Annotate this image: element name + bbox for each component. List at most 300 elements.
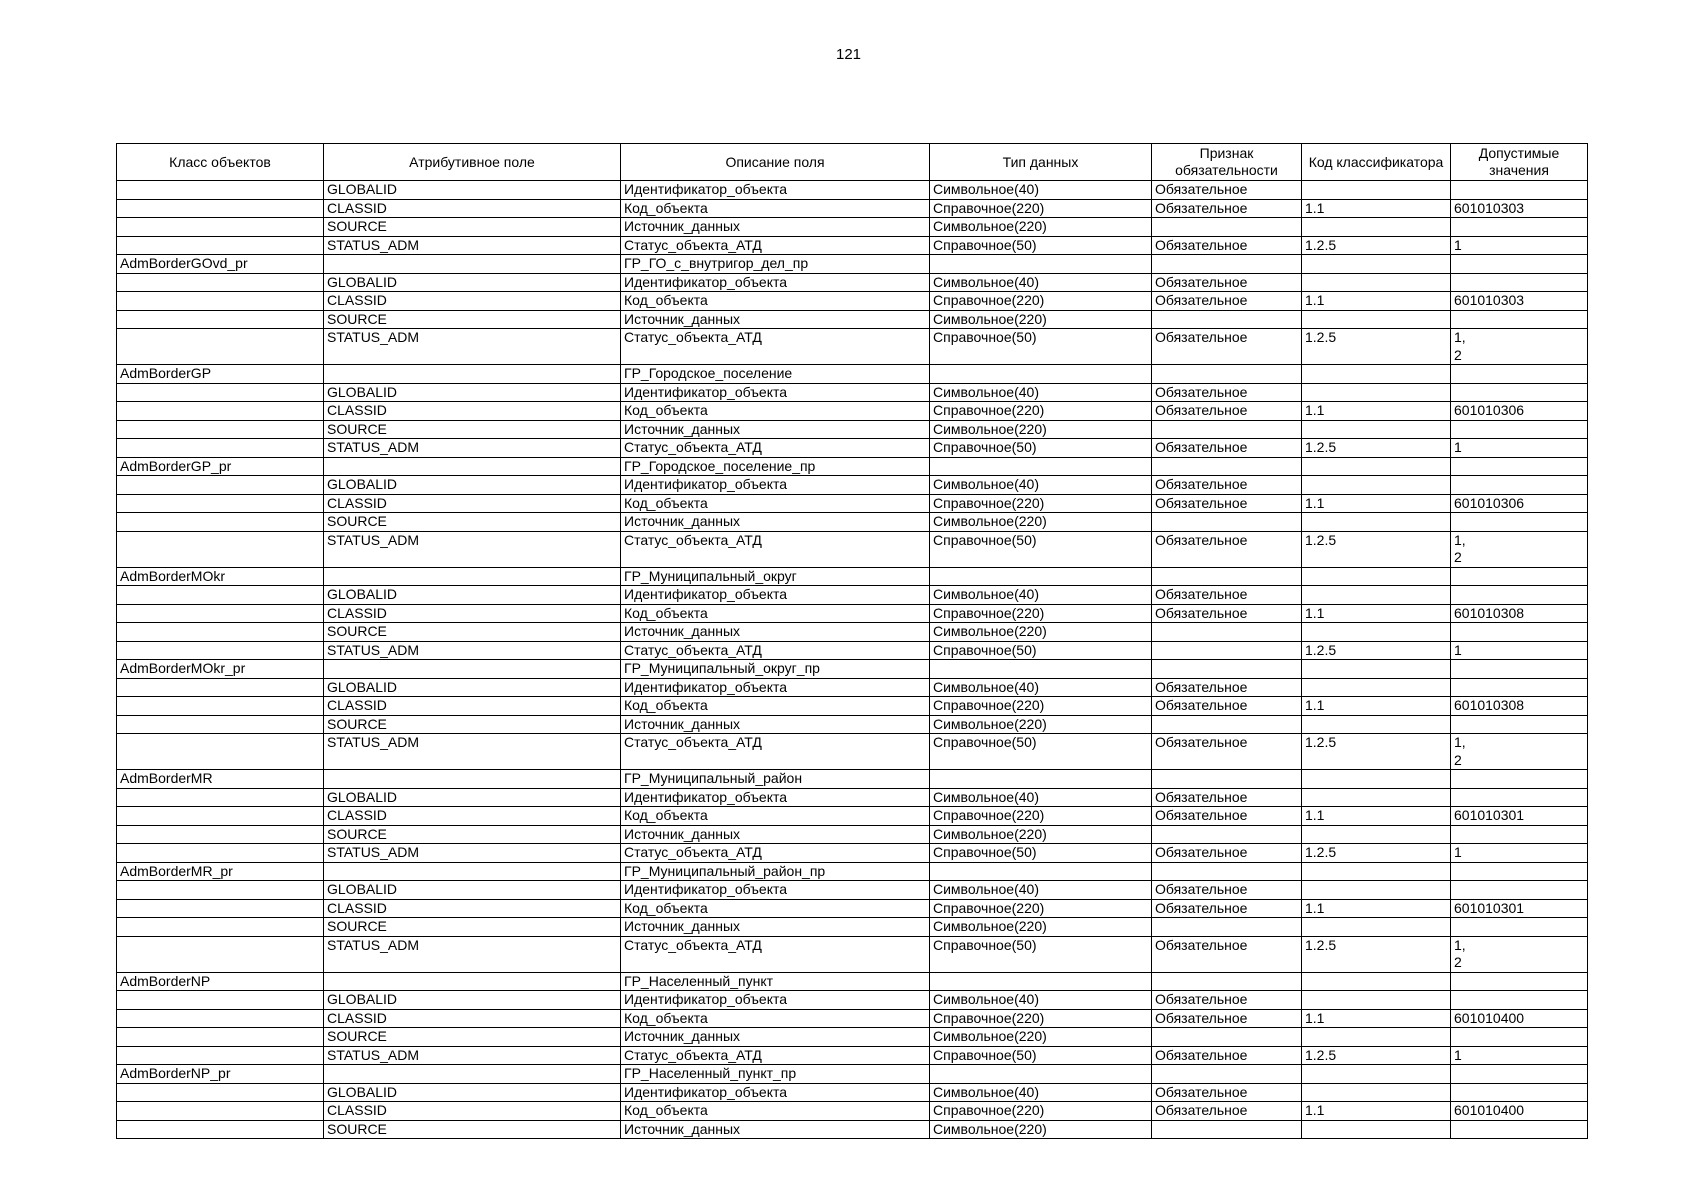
attribute-field-cell: CLASSID xyxy=(324,807,621,826)
data-type-cell: Справочное(220) xyxy=(930,494,1152,513)
table-row xyxy=(117,365,1588,384)
object-class-cell xyxy=(117,844,324,863)
object-class-cell xyxy=(117,1102,324,1121)
attribute-field-cell: STATUS_ADM xyxy=(324,329,621,365)
attribute-field-cell: CLASSID xyxy=(324,199,621,218)
header-field-description: Описание поля xyxy=(621,144,930,181)
allowed-values-cell xyxy=(1451,1120,1588,1139)
data-type-cell: Символьное(220) xyxy=(930,1120,1152,1139)
classifier-code-cell xyxy=(1302,181,1451,200)
classifier-code-cell: 1.2.5 xyxy=(1302,439,1451,458)
mandatory-flag-cell xyxy=(1152,365,1302,384)
table-row xyxy=(117,862,1588,881)
object-class-cell xyxy=(117,420,324,439)
field-description-cell: Источник_данных xyxy=(621,310,930,329)
classifier-code-cell: 1.1 xyxy=(1302,402,1451,421)
object-class-cell: AdmBorderGOvd_pr xyxy=(117,255,324,274)
allowed-values-cell xyxy=(1451,862,1588,881)
mandatory-flag-cell xyxy=(1152,972,1302,991)
allowed-values-cell xyxy=(1451,788,1588,807)
allowed-values-cell xyxy=(1451,1065,1588,1084)
attribute-field-cell: SOURCE xyxy=(324,1120,621,1139)
object-class-cell xyxy=(117,623,324,642)
field-description-cell: Статус_объекта_АТД xyxy=(621,439,930,458)
allowed-values-cell: 601010400 xyxy=(1451,1102,1588,1121)
object-class-cell xyxy=(117,1009,324,1028)
allowed-values-cell xyxy=(1451,991,1588,1010)
object-class-cell xyxy=(117,1120,324,1139)
field-description-cell: Идентификатор_объекта xyxy=(621,476,930,495)
allowed-values-cell: 1, 2 xyxy=(1451,936,1588,972)
classifier-code-cell xyxy=(1302,1083,1451,1102)
classifier-code-cell xyxy=(1302,715,1451,734)
mandatory-flag-cell: Обязательное xyxy=(1152,531,1302,567)
data-type-cell: Символьное(40) xyxy=(930,678,1152,697)
classifier-code-cell xyxy=(1302,1065,1451,1084)
table-row xyxy=(117,383,1588,402)
allowed-values-cell xyxy=(1451,365,1588,384)
data-type-cell: Справочное(50) xyxy=(930,844,1152,863)
table-row xyxy=(117,1102,1588,1121)
mandatory-flag-cell: Обязательное xyxy=(1152,1009,1302,1028)
field-description-cell: ГР_Городское_поселение_пр xyxy=(621,457,930,476)
field-description-cell: Код_объекта xyxy=(621,604,930,623)
data-type-cell: Символьное(40) xyxy=(930,881,1152,900)
classifier-code-cell xyxy=(1302,1120,1451,1139)
data-type-cell: Символьное(220) xyxy=(930,513,1152,532)
allowed-values-cell: 1 xyxy=(1451,439,1588,458)
classifier-code-cell xyxy=(1302,825,1451,844)
attribute-field-cell xyxy=(324,972,621,991)
classifier-code-cell: 1.2.5 xyxy=(1302,641,1451,660)
allowed-values-cell xyxy=(1451,715,1588,734)
allowed-values-cell xyxy=(1451,770,1588,789)
data-type-cell xyxy=(930,770,1152,789)
table-row xyxy=(117,236,1588,255)
data-type-cell xyxy=(930,862,1152,881)
classifier-code-cell xyxy=(1302,218,1451,237)
data-type-cell: Символьное(220) xyxy=(930,218,1152,237)
data-type-cell xyxy=(930,255,1152,274)
table-row xyxy=(117,218,1588,237)
field-description-cell: Статус_объекта_АТД xyxy=(621,734,930,770)
allowed-values-cell xyxy=(1451,881,1588,900)
mandatory-flag-cell xyxy=(1152,457,1302,476)
allowed-values-cell xyxy=(1451,1083,1588,1102)
attribute-field-cell: GLOBALID xyxy=(324,476,621,495)
mandatory-flag-cell xyxy=(1152,513,1302,532)
attribute-field-cell: GLOBALID xyxy=(324,1083,621,1102)
data-type-cell: Справочное(50) xyxy=(930,734,1152,770)
object-class-cell xyxy=(117,329,324,365)
mandatory-flag-cell: Обязательное xyxy=(1152,881,1302,900)
mandatory-flag-cell: Обязательное xyxy=(1152,734,1302,770)
data-type-cell: Символьное(220) xyxy=(930,310,1152,329)
classifier-code-cell xyxy=(1302,1028,1451,1047)
object-class-cell xyxy=(117,881,324,900)
classifier-code-cell xyxy=(1302,457,1451,476)
classifier-code-cell: 1.1 xyxy=(1302,899,1451,918)
allowed-values-cell xyxy=(1451,181,1588,200)
data-type-cell: Справочное(50) xyxy=(930,439,1152,458)
attribute-field-cell: SOURCE xyxy=(324,623,621,642)
object-class-cell xyxy=(117,788,324,807)
mandatory-flag-cell: Обязательное xyxy=(1152,236,1302,255)
field-description-cell: ГР_Городское_поселение xyxy=(621,365,930,384)
mandatory-flag-cell: Обязательное xyxy=(1152,329,1302,365)
object-class-cell xyxy=(117,292,324,311)
field-description-cell: Источник_данных xyxy=(621,218,930,237)
object-class-cell xyxy=(117,697,324,716)
data-type-cell: Символьное(40) xyxy=(930,991,1152,1010)
field-description-cell: ГР_Населенный_пункт_пр xyxy=(621,1065,930,1084)
field-description-cell: Источник_данных xyxy=(621,715,930,734)
allowed-values-cell: 601010306 xyxy=(1451,402,1588,421)
table-row xyxy=(117,660,1588,679)
field-description-cell: Код_объекта xyxy=(621,1102,930,1121)
data-type-cell: Справочное(50) xyxy=(930,329,1152,365)
object-class-cell: AdmBorderGP xyxy=(117,365,324,384)
table-row xyxy=(117,918,1588,937)
object-class-cell xyxy=(117,807,324,826)
attribute-field-cell: CLASSID xyxy=(324,697,621,716)
table-row xyxy=(117,697,1588,716)
attribute-field-cell xyxy=(324,457,621,476)
data-type-cell: Справочное(220) xyxy=(930,807,1152,826)
table-row xyxy=(117,825,1588,844)
allowed-values-cell xyxy=(1451,310,1588,329)
data-type-cell: Справочное(220) xyxy=(930,199,1152,218)
classifier-code-cell: 1.2.5 xyxy=(1302,531,1451,567)
field-description-cell: Источник_данных xyxy=(621,1028,930,1047)
data-type-cell xyxy=(930,457,1152,476)
mandatory-flag-cell: Обязательное xyxy=(1152,844,1302,863)
object-class-cell xyxy=(117,218,324,237)
classifier-code-cell: 1.1 xyxy=(1302,604,1451,623)
mandatory-flag-cell: Обязательное xyxy=(1152,476,1302,495)
allowed-values-cell xyxy=(1451,918,1588,937)
mandatory-flag-cell: Обязательное xyxy=(1152,494,1302,513)
object-class-cell xyxy=(117,1083,324,1102)
field-description-cell: Статус_объекта_АТД xyxy=(621,844,930,863)
mandatory-flag-cell xyxy=(1152,660,1302,679)
table-row xyxy=(117,494,1588,513)
allowed-values-cell xyxy=(1451,825,1588,844)
field-description-cell: ГР_Муниципальный_округ_пр xyxy=(621,660,930,679)
object-class-cell xyxy=(117,199,324,218)
header-classifier-code: Код классификатора xyxy=(1302,144,1451,181)
field-description-cell: Источник_данных xyxy=(621,1120,930,1139)
table-row xyxy=(117,329,1588,365)
object-class-cell: AdmBorderMOkr_pr xyxy=(117,660,324,679)
field-description-cell: Идентификатор_объекта xyxy=(621,1083,930,1102)
mandatory-flag-cell: Обязательное xyxy=(1152,788,1302,807)
header-mandatory-flag: Признак обязательности xyxy=(1152,144,1302,181)
attribute-field-cell: SOURCE xyxy=(324,218,621,237)
attribute-field-cell: CLASSID xyxy=(324,1009,621,1028)
attribute-field-cell: CLASSID xyxy=(324,292,621,311)
attribute-field-cell: STATUS_ADM xyxy=(324,844,621,863)
classifier-code-cell: 1.2.5 xyxy=(1302,1046,1451,1065)
allowed-values-cell xyxy=(1451,420,1588,439)
allowed-values-cell: 1 xyxy=(1451,844,1588,863)
data-type-cell: Символьное(220) xyxy=(930,420,1152,439)
classifier-code-cell xyxy=(1302,862,1451,881)
data-type-cell: Символьное(40) xyxy=(930,476,1152,495)
table-row xyxy=(117,310,1588,329)
attribute-field-cell: SOURCE xyxy=(324,715,621,734)
attribute-field-cell: GLOBALID xyxy=(324,273,621,292)
object-class-cell xyxy=(117,1046,324,1065)
data-type-cell: Справочное(220) xyxy=(930,402,1152,421)
attribute-field-cell: SOURCE xyxy=(324,918,621,937)
table-row xyxy=(117,181,1588,200)
field-description-cell: Идентификатор_объекта xyxy=(621,181,930,200)
table-row xyxy=(117,623,1588,642)
object-class-cell: AdmBorderNP xyxy=(117,972,324,991)
data-type-cell: Символьное(40) xyxy=(930,273,1152,292)
classifier-code-cell xyxy=(1302,881,1451,900)
object-class-cell xyxy=(117,715,324,734)
attribute-field-cell: SOURCE xyxy=(324,825,621,844)
allowed-values-cell xyxy=(1451,567,1588,586)
mandatory-flag-cell: Обязательное xyxy=(1152,383,1302,402)
table-row xyxy=(117,881,1588,900)
object-class-cell xyxy=(117,513,324,532)
attribute-field-cell: GLOBALID xyxy=(324,881,621,900)
mandatory-flag-cell: Обязательное xyxy=(1152,402,1302,421)
data-type-cell: Справочное(220) xyxy=(930,697,1152,716)
data-type-cell: Символьное(40) xyxy=(930,383,1152,402)
attribute-field-cell: SOURCE xyxy=(324,1028,621,1047)
table-row xyxy=(117,567,1588,586)
field-description-cell: ГР_Муниципальный_район xyxy=(621,770,930,789)
mandatory-flag-cell: Обязательное xyxy=(1152,586,1302,605)
attribute-field-cell: CLASSID xyxy=(324,604,621,623)
attribute-field-cell: STATUS_ADM xyxy=(324,236,621,255)
mandatory-flag-cell: Обязательное xyxy=(1152,604,1302,623)
classifier-code-cell xyxy=(1302,660,1451,679)
field-description-cell: Код_объекта xyxy=(621,899,930,918)
table-row xyxy=(117,531,1588,567)
table-row xyxy=(117,715,1588,734)
data-type-cell: Символьное(220) xyxy=(930,1028,1152,1047)
object-class-cell xyxy=(117,476,324,495)
object-class-cell xyxy=(117,310,324,329)
allowed-values-cell: 601010301 xyxy=(1451,899,1588,918)
field-description-cell: Статус_объекта_АТД xyxy=(621,641,930,660)
table-row xyxy=(117,199,1588,218)
mandatory-flag-cell xyxy=(1152,255,1302,274)
object-class-cell: AdmBorderMOkr xyxy=(117,567,324,586)
table-row xyxy=(117,439,1588,458)
mandatory-flag-cell: Обязательное xyxy=(1152,1046,1302,1065)
field-description-cell: ГР_Муниципальный_район_пр xyxy=(621,862,930,881)
data-type-cell: Справочное(50) xyxy=(930,531,1152,567)
classifier-code-cell xyxy=(1302,476,1451,495)
table-row xyxy=(117,972,1588,991)
field-description-cell: ГР_Муниципальный_округ xyxy=(621,567,930,586)
field-description-cell: Идентификатор_объекта xyxy=(621,788,930,807)
table-row xyxy=(117,844,1588,863)
allowed-values-cell xyxy=(1451,513,1588,532)
attribute-field-cell: GLOBALID xyxy=(324,788,621,807)
mandatory-flag-cell: Обязательное xyxy=(1152,273,1302,292)
table-row xyxy=(117,1083,1588,1102)
object-class-cell xyxy=(117,273,324,292)
field-description-cell: Идентификатор_объекта xyxy=(621,383,930,402)
attribute-field-cell xyxy=(324,255,621,274)
data-type-cell: Символьное(220) xyxy=(930,715,1152,734)
attribute-field-cell xyxy=(324,365,621,384)
data-type-cell xyxy=(930,1065,1152,1084)
classifier-code-cell: 1.1 xyxy=(1302,494,1451,513)
classifier-code-cell xyxy=(1302,567,1451,586)
field-description-cell: Источник_данных xyxy=(621,513,930,532)
object-class-cell xyxy=(117,734,324,770)
allowed-values-cell: 601010308 xyxy=(1451,697,1588,716)
table-row xyxy=(117,641,1588,660)
allowed-values-cell xyxy=(1451,255,1588,274)
page-number: 121 xyxy=(835,46,862,63)
attribute-table xyxy=(116,143,1588,1139)
mandatory-flag-cell: Обязательное xyxy=(1152,1083,1302,1102)
header-object-class: Класс объектов xyxy=(117,144,324,181)
field-description-cell: ГР_ГО_с_внутригор_дел_пр xyxy=(621,255,930,274)
classifier-code-cell xyxy=(1302,273,1451,292)
mandatory-flag-cell: Обязательное xyxy=(1152,899,1302,918)
table-row xyxy=(117,734,1588,770)
table-header-row xyxy=(117,144,1588,181)
table-row xyxy=(117,1009,1588,1028)
allowed-values-cell xyxy=(1451,586,1588,605)
table-row xyxy=(117,292,1588,311)
data-type-cell xyxy=(930,567,1152,586)
table-row xyxy=(117,604,1588,623)
field-description-cell: Код_объекта xyxy=(621,402,930,421)
allowed-values-cell xyxy=(1451,273,1588,292)
mandatory-flag-cell xyxy=(1152,715,1302,734)
table-row xyxy=(117,255,1588,274)
mandatory-flag-cell xyxy=(1152,310,1302,329)
attribute-field-cell: GLOBALID xyxy=(324,586,621,605)
attribute-field-cell: STATUS_ADM xyxy=(324,531,621,567)
allowed-values-cell xyxy=(1451,218,1588,237)
classifier-code-cell: 1.1 xyxy=(1302,807,1451,826)
field-description-cell: Код_объекта xyxy=(621,807,930,826)
classifier-code-cell: 1.1 xyxy=(1302,292,1451,311)
allowed-values-cell: 601010308 xyxy=(1451,604,1588,623)
allowed-values-cell xyxy=(1451,623,1588,642)
data-type-cell: Символьное(220) xyxy=(930,825,1152,844)
attribute-field-cell: CLASSID xyxy=(324,494,621,513)
header-attribute-field: Атрибутивное поле xyxy=(324,144,621,181)
header-data-type: Тип данных xyxy=(930,144,1152,181)
mandatory-flag-cell: Обязательное xyxy=(1152,936,1302,972)
data-type-cell xyxy=(930,972,1152,991)
mandatory-flag-cell xyxy=(1152,862,1302,881)
table-row xyxy=(117,513,1588,532)
object-class-cell xyxy=(117,402,324,421)
data-type-cell: Символьное(40) xyxy=(930,586,1152,605)
object-class-cell xyxy=(117,586,324,605)
classifier-code-cell: 1.2.5 xyxy=(1302,329,1451,365)
mandatory-flag-cell xyxy=(1152,770,1302,789)
table-row xyxy=(117,788,1588,807)
object-class-cell xyxy=(117,899,324,918)
classifier-code-cell: 1.2.5 xyxy=(1302,236,1451,255)
mandatory-flag-cell: Обязательное xyxy=(1152,678,1302,697)
attribute-field-cell: GLOBALID xyxy=(324,991,621,1010)
classifier-code-cell: 1.2.5 xyxy=(1302,734,1451,770)
data-type-cell: Символьное(40) xyxy=(930,788,1152,807)
attribute-field-cell: CLASSID xyxy=(324,899,621,918)
mandatory-flag-cell xyxy=(1152,641,1302,660)
allowed-values-cell: 1, 2 xyxy=(1451,329,1588,365)
data-type-cell xyxy=(930,365,1152,384)
object-class-cell xyxy=(117,678,324,697)
allowed-values-cell: 1 xyxy=(1451,236,1588,255)
classifier-code-cell xyxy=(1302,770,1451,789)
classifier-code-cell xyxy=(1302,972,1451,991)
classifier-code-cell xyxy=(1302,310,1451,329)
object-class-cell xyxy=(117,439,324,458)
mandatory-flag-cell: Обязательное xyxy=(1152,1102,1302,1121)
allowed-values-cell xyxy=(1451,660,1588,679)
table-row xyxy=(117,936,1588,972)
allowed-values-cell: 1, 2 xyxy=(1451,734,1588,770)
field-description-cell: Идентификатор_объекта xyxy=(621,273,930,292)
data-type-cell: Символьное(220) xyxy=(930,623,1152,642)
mandatory-flag-cell: Обязательное xyxy=(1152,292,1302,311)
table-row xyxy=(117,1065,1588,1084)
classifier-code-cell xyxy=(1302,420,1451,439)
classifier-code-cell: 1.1 xyxy=(1302,697,1451,716)
field-description-cell: Источник_данных xyxy=(621,420,930,439)
table-row xyxy=(117,457,1588,476)
classifier-code-cell: 1.1 xyxy=(1302,199,1451,218)
table-row xyxy=(117,899,1588,918)
classifier-code-cell: 1.2.5 xyxy=(1302,844,1451,863)
attribute-field-cell: STATUS_ADM xyxy=(324,1046,621,1065)
data-type-cell: Справочное(220) xyxy=(930,604,1152,623)
data-type-cell: Справочное(220) xyxy=(930,1009,1152,1028)
object-class-cell: AdmBorderNP_pr xyxy=(117,1065,324,1084)
data-type-cell: Справочное(50) xyxy=(930,1046,1152,1065)
attribute-field-cell: CLASSID xyxy=(324,1102,621,1121)
table-row xyxy=(117,420,1588,439)
object-class-cell xyxy=(117,936,324,972)
data-type-cell: Справочное(220) xyxy=(930,292,1152,311)
table-row xyxy=(117,807,1588,826)
allowed-values-cell: 1 xyxy=(1451,641,1588,660)
object-class-cell xyxy=(117,494,324,513)
allowed-values-cell: 601010301 xyxy=(1451,807,1588,826)
mandatory-flag-cell xyxy=(1152,918,1302,937)
allowed-values-cell xyxy=(1451,1028,1588,1047)
attribute-field-cell: STATUS_ADM xyxy=(324,641,621,660)
header-allowed-values: Допустимые значения xyxy=(1451,144,1588,181)
field-description-cell: Статус_объекта_АТД xyxy=(621,531,930,567)
field-description-cell: Статус_объекта_АТД xyxy=(621,329,930,365)
object-class-cell: AdmBorderMR_pr xyxy=(117,862,324,881)
data-type-cell: Справочное(220) xyxy=(930,899,1152,918)
mandatory-flag-cell: Обязательное xyxy=(1152,181,1302,200)
mandatory-flag-cell xyxy=(1152,623,1302,642)
field-description-cell: Источник_данных xyxy=(621,825,930,844)
mandatory-flag-cell xyxy=(1152,825,1302,844)
object-class-cell xyxy=(117,236,324,255)
